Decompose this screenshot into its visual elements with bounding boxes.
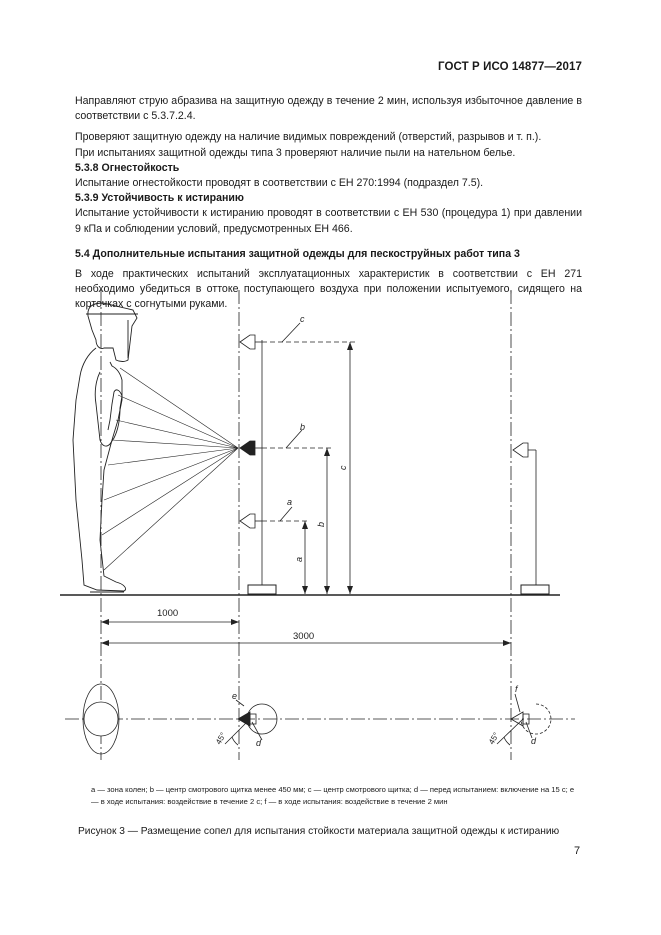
label-b: b <box>300 422 306 432</box>
nozzle-c <box>240 335 255 349</box>
plan-label-e: e <box>232 691 238 701</box>
dim-label-c: c <box>338 465 348 470</box>
angle-label-45: 45° <box>213 731 228 746</box>
section-heading: 5.3.9 Устойчивость к истиранию <box>75 192 244 205</box>
dim-label-1000: 1000 <box>157 608 179 619</box>
figure-caption: Рисунок 3 — Размещение сопел для испытания стойкости материала защитной одежды к истиранию <box>78 826 560 837</box>
body-text <box>75 94 582 313</box>
nozzle-stand <box>240 335 276 594</box>
section-heading: 5.3.8 Огнестойкость <box>75 161 180 174</box>
dim-label-a: a <box>294 556 304 562</box>
plan-view-far-stand <box>497 694 551 745</box>
paragraph: В ходе практических испытаний эксплуатационных характеристик в соответствии с ЕН 271 необходимо убедиться в оттоке поступающего воздуха при положении испытуемого, сидящего на корточках с согнутыми руками. <box>75 268 582 311</box>
document-header: ГОСТ Р ИСО 14877—2017 <box>437 61 582 73</box>
plan-label-d: d <box>256 738 262 748</box>
plan-view-nozzle-stand <box>225 700 277 745</box>
paragraph: Испытание устойчивости к истиранию проводят в соответствии с ЕН 530 (процедура 1) при давлении 9 кПа и соблюдении условий, предусмотренных ЕН 466. <box>75 207 582 235</box>
nozzle-b <box>240 441 255 455</box>
dim-label-3000: 3000 <box>293 631 315 642</box>
figure-legend: a — зона колен; b — центр смотрового щитка менее 450 мм; c — центр смотрового щитка; d — перед испытанием: включение на 15 с; e — в ходе испытания: воздействие в течение 2 с; f — в ходе испытания: воздействие в течение 2 мин <box>91 785 575 806</box>
nozzle-a <box>240 514 255 528</box>
paragraph: Направляют струю абразива на защитную одежду в течение 2 мин, используя избыточное давление в соответствии с 5.3.7.2.4. <box>75 95 582 123</box>
label-a: a <box>287 497 293 507</box>
angle-label-45-far: 45° <box>486 731 501 746</box>
paragraph: Испытание огнестойкости проводят в соответствии с ЕН 270:1994 (подраздел 7.5). <box>75 177 484 190</box>
figure-nozzle-layout <box>0 285 661 780</box>
test-subject-figure <box>73 303 138 592</box>
label-c: c <box>300 314 305 324</box>
far-nozzle-stand <box>513 443 549 594</box>
plan-label-f: f <box>515 684 518 694</box>
section-heading: 5.4 Дополнительные испытания защитной одежды для пескоструйных работ типа 3 <box>75 247 520 260</box>
plan-label-d2: d <box>531 736 537 746</box>
page-number: 7 <box>574 845 581 857</box>
paragraph: Проверяют защитную одежду на наличие видимых повреждений (отверстий, разрывов и т. п.). <box>75 131 542 144</box>
paragraph: При испытаниях защитной одежды типа 3 проверяют наличие пыли на нательном белье. <box>75 146 516 159</box>
dim-label-b: b <box>316 521 326 527</box>
